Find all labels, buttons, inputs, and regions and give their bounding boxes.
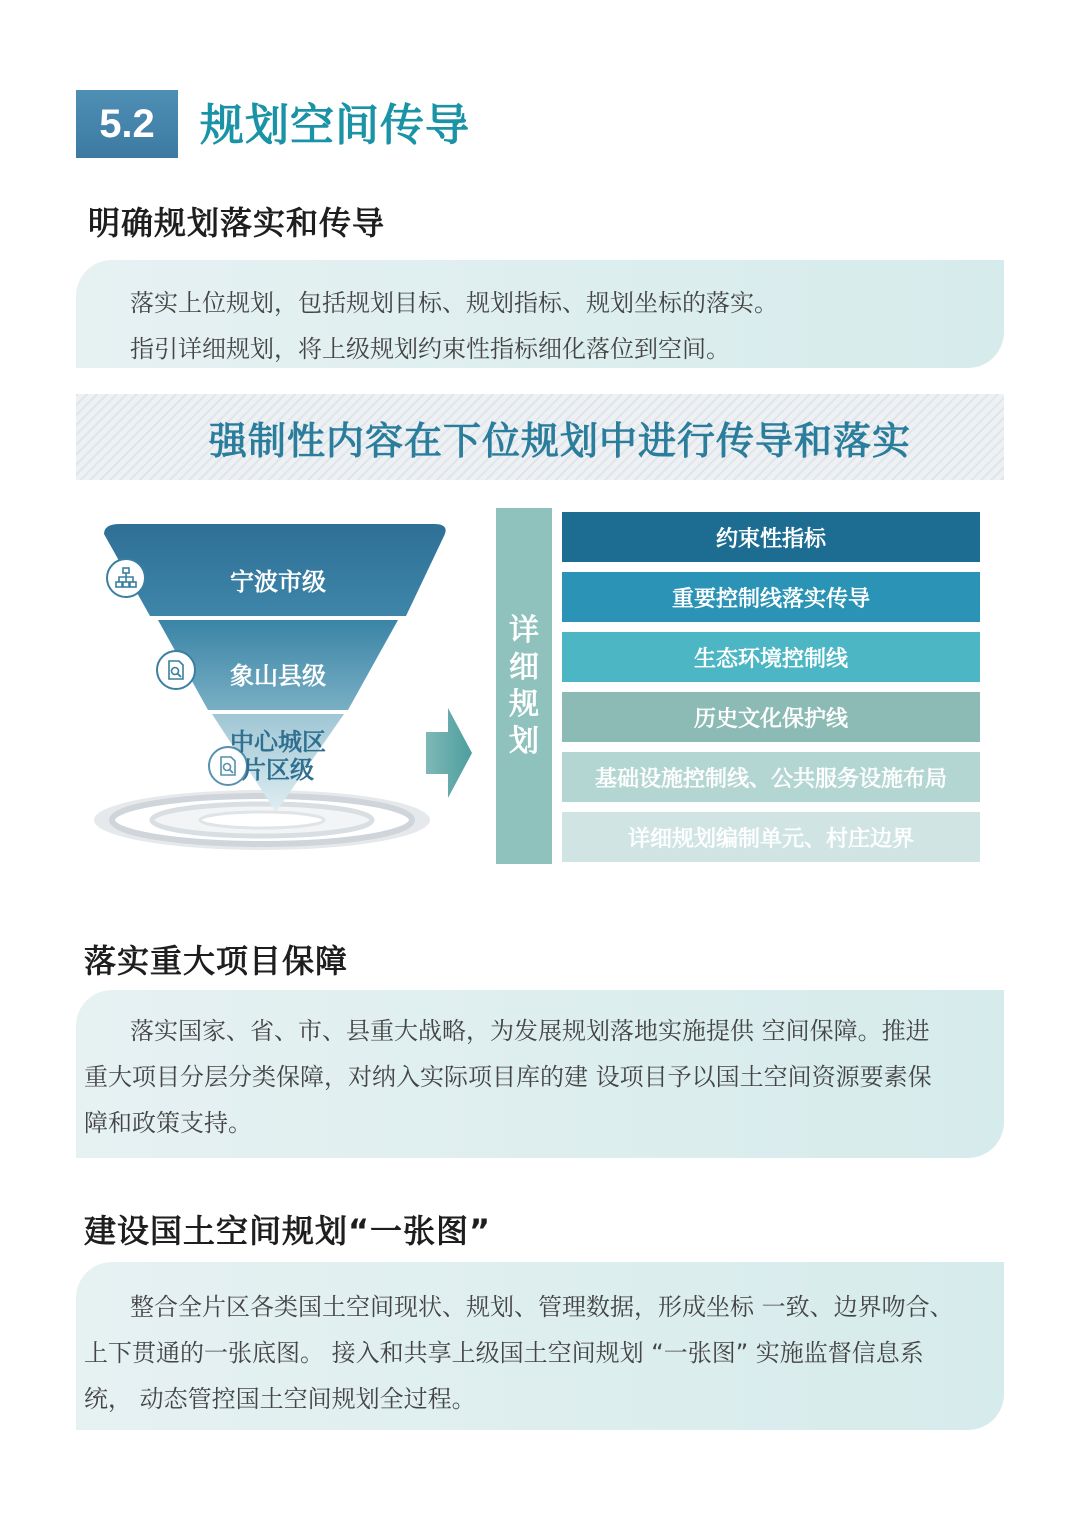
detailed-planning-label bbox=[496, 612, 552, 760]
paragraph-2-line-1: 落实国家、省、市、县重大战略，为发展规划落地实施提供 空间保障。推进 bbox=[130, 1017, 930, 1045]
paragraph-1-line-1: 落实上位规划，包括规划目标、规划指标、规划坐标的落实。 bbox=[130, 289, 778, 317]
heading-major-projects: 落实重大项目保障 bbox=[84, 942, 349, 980]
item-bar-control-lines: 重要控制线落实传导 bbox=[562, 572, 980, 622]
paragraph-3-line-2: 上下贯通的一张底图。 接入和共享上级国土空间规划 “一张图” 实施监督信息系 bbox=[84, 1339, 924, 1367]
section-number: 5.2 bbox=[76, 90, 178, 158]
vertical-char: 详 bbox=[509, 613, 539, 648]
vertical-char: 细 bbox=[509, 650, 539, 685]
paragraph-2-line-3: 障和政策支持。 bbox=[84, 1109, 252, 1137]
document-search-icon bbox=[156, 650, 196, 690]
funnel-label-city: 宁波市级 bbox=[230, 568, 326, 596]
arrow-right-icon bbox=[426, 708, 472, 798]
heading-one-map: 建设国土空间规划“一张图” bbox=[84, 1212, 492, 1250]
item-bar-planning-units: 详细规划编制单元、村庄边界 bbox=[562, 812, 980, 862]
funnel-label-district-line1: 中心城区 bbox=[230, 728, 326, 756]
heading-planning-implementation: 明确规划落实和传导 bbox=[88, 204, 386, 242]
vertical-char: 划 bbox=[509, 724, 539, 759]
section-title: 规划空间传导 bbox=[200, 100, 470, 151]
item-bar-infrastructure: 基础设施控制线、公共服务设施布局 bbox=[562, 752, 980, 802]
vertical-char: 规 bbox=[509, 687, 539, 722]
paragraph-3-line-1: 整合全片区各类国土空间现状、规划、管理数据，形成坐标 一致、边界吻合、 bbox=[130, 1293, 954, 1321]
funnel-label-district-line2: 片区级 bbox=[242, 756, 314, 784]
item-bar-heritage-line: 历史文化保护线 bbox=[562, 692, 980, 742]
paragraph-1-line-2: 指引详细规划，将上级规划约束性指标细化落位到空间。 bbox=[130, 335, 730, 363]
paragraph-2-line-2: 重大项目分层分类保障，对纳入实际项目库的建 设项目予以国土空间资源要素保 bbox=[84, 1063, 932, 1091]
funnel-label-county: 象山县级 bbox=[230, 662, 326, 690]
banner-title: 强制性内容在下位规划中进行传导和落实 bbox=[208, 418, 911, 463]
funnel-label-district bbox=[198, 728, 358, 784]
hierarchy-icon bbox=[106, 558, 146, 598]
item-bar-binding-indicators: 约束性指标 bbox=[562, 512, 980, 562]
paragraph-3-line-3: 统， 动态管控国土空间规划全过程。 bbox=[84, 1385, 476, 1413]
item-bar-ecological-line: 生态环境控制线 bbox=[562, 632, 980, 682]
